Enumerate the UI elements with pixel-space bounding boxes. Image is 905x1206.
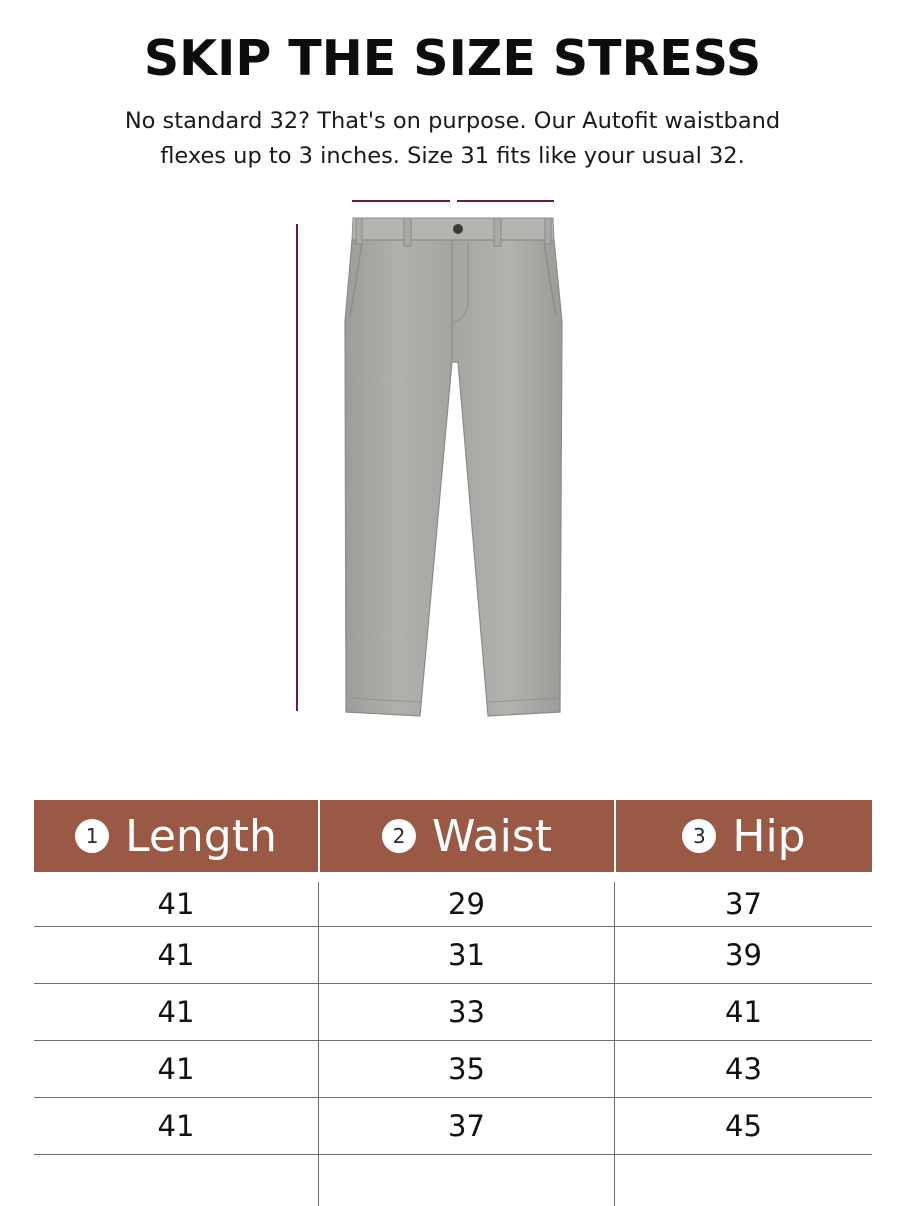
column-number-badge: 1 (75, 819, 109, 853)
table-row (34, 1041, 872, 1098)
empty-cell (614, 1155, 872, 1206)
length-cell: 41 (157, 1052, 195, 1086)
description-line-1: No standard 32? That's on purpose. Our Autofit waistband (124, 108, 781, 134)
table-row (34, 1098, 872, 1155)
column-header-length (34, 800, 318, 872)
table-header (34, 800, 872, 872)
table-row (34, 872, 872, 927)
column-number-badge: 3 (682, 819, 716, 853)
hip-cell: 37 (614, 882, 872, 926)
length-cell: 41 (157, 1109, 195, 1143)
length-cell: 41 (157, 938, 195, 972)
pants-icon (340, 212, 570, 722)
length-cell: 41 (157, 995, 195, 1029)
waist-cell: 31 (318, 927, 614, 983)
column-label: Hip (732, 810, 806, 862)
column-header-hip (614, 800, 872, 872)
waist-cell: 35 (318, 1041, 614, 1097)
column-label: Waist (431, 810, 553, 862)
column-header-waist (318, 800, 614, 872)
description-line-2: flexes up to 3 inches. Size 31 fits like your usual 32. (160, 143, 745, 169)
table-row (34, 927, 872, 984)
hip-cell: 39 (614, 927, 872, 983)
hip-cell: 43 (614, 1041, 872, 1097)
waist-cell: 29 (318, 882, 614, 926)
table-row-empty (34, 1155, 872, 1206)
length-cell: 41 (157, 887, 195, 921)
size-description (60, 104, 845, 174)
empty-cell (318, 1155, 614, 1206)
waist-cell: 37 (318, 1098, 614, 1154)
waist-measure-line-right (457, 200, 554, 202)
size-table (34, 800, 872, 1206)
empty-cell (34, 1155, 318, 1206)
waist-measure-line-left (352, 200, 450, 202)
table-body (34, 872, 872, 1206)
hip-cell: 45 (614, 1098, 872, 1154)
table-row (34, 984, 872, 1041)
length-measure-line (296, 224, 298, 711)
column-number-badge: 2 (382, 819, 416, 853)
page-title: SKIP THE SIZE STRESS (143, 30, 762, 87)
hip-cell: 41 (614, 984, 872, 1040)
waist-cell: 33 (318, 984, 614, 1040)
column-label: Length (125, 810, 277, 862)
